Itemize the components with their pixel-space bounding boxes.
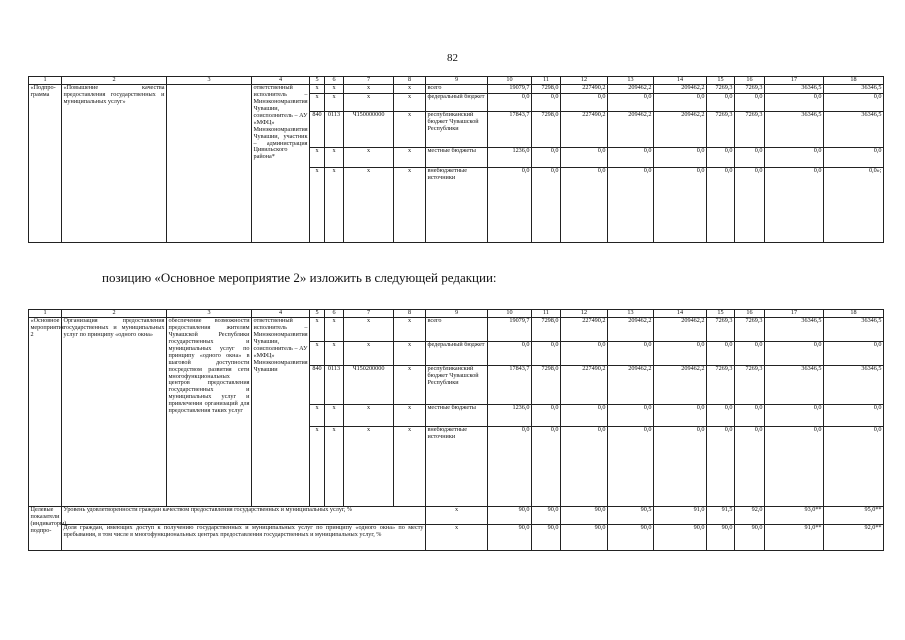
col-num: 18	[824, 77, 884, 85]
value-cell: 7269,3	[707, 366, 735, 405]
value-cell: 0,0	[707, 427, 735, 507]
source-cell: местные бюджеты	[426, 148, 488, 168]
value-cell: 0,0	[608, 342, 654, 366]
value-cell: 93,0**	[765, 507, 824, 525]
value-cell: 17843,7	[488, 112, 532, 148]
value-cell: 36346,5	[765, 318, 824, 342]
value-cell: 0,0	[824, 427, 884, 507]
code-cell: x	[394, 405, 426, 427]
responsible-cell: ответственный исполнитель – Минэкономразвития Чувашии, соисполнитель – АУ «МФЦ» Минэкономразвития Чувашии	[252, 318, 310, 507]
code-cell: x	[310, 427, 325, 507]
value-cell: 0,0	[608, 427, 654, 507]
value-cell: 209462,2	[654, 318, 707, 342]
value-cell: 90,0	[608, 525, 654, 551]
value-cell: 0,0	[765, 148, 824, 168]
value-cell: 0,0	[532, 168, 561, 243]
col-num: 14	[654, 310, 707, 318]
value-cell: 7269,3	[735, 112, 765, 148]
col-num: 1	[29, 77, 62, 85]
col-num: 11	[532, 310, 561, 318]
col-num: 8	[394, 310, 426, 318]
indicator-x-cell: x	[426, 507, 488, 525]
col-num: 11	[532, 77, 561, 85]
col-num: 3	[167, 77, 252, 85]
value-cell: 0,0	[707, 342, 735, 366]
code-cell: 0113	[325, 366, 344, 405]
name-cell: Организация предоставления государственных и муниципальных услуг по принципу «одного окна»	[62, 318, 167, 507]
value-cell: 90,0	[532, 525, 561, 551]
value-cell: 227490,2	[561, 85, 608, 94]
value-cell: 0,0	[488, 94, 532, 112]
code-cell: x	[394, 94, 426, 112]
col-num: 17	[765, 77, 824, 85]
value-cell: 91,0	[654, 507, 707, 525]
value-cell: 7269,3	[707, 85, 735, 94]
value-cell: 0,0	[488, 427, 532, 507]
task-cell	[167, 85, 252, 243]
value-cell: 227490,2	[561, 366, 608, 405]
code-cell: x	[325, 318, 344, 342]
code-cell: x	[344, 427, 394, 507]
value-cell: 0,0	[707, 405, 735, 427]
value-cell: 0,0»;	[824, 168, 884, 243]
value-cell: 0,0	[532, 342, 561, 366]
col-num: 5	[310, 77, 325, 85]
value-cell: 0,0	[654, 405, 707, 427]
value-cell: 19079,7	[488, 318, 532, 342]
code-cell: x	[394, 318, 426, 342]
col-num: 15	[707, 77, 735, 85]
col-num: 13	[608, 310, 654, 318]
value-cell: 227490,2	[561, 112, 608, 148]
col-num: 6	[325, 310, 344, 318]
value-cell: 0,0	[532, 94, 561, 112]
value-cell: 0,0	[532, 148, 561, 168]
value-cell: 0,0	[654, 148, 707, 168]
code-cell: x	[325, 148, 344, 168]
value-cell: 90,0	[735, 525, 765, 551]
value-cell: 0,0	[824, 405, 884, 427]
table-subprogram	[28, 76, 884, 243]
value-cell: 227490,2	[561, 318, 608, 342]
value-cell: 7298,0	[532, 85, 561, 94]
indicator-row	[29, 507, 884, 525]
name-cell: «Повышение качества предоставления государственных и муниципальных услуг»	[62, 85, 167, 243]
value-cell: 7269,3	[735, 366, 765, 405]
task-cell: обеспечение возможности предоставления жителям Чувашской Республики государственных и муниципальных услуг по принципу «одного окна» в шаговой доступности посредством развития сети многофункциональных центров предоставления государственных и муниципальных услуг и привлечения организаций для предоставления таких услуг	[167, 318, 252, 507]
value-cell: 19079,7	[488, 85, 532, 94]
value-cell: 92,0	[735, 507, 765, 525]
value-cell: 0,0	[561, 342, 608, 366]
value-cell: 0,0	[765, 168, 824, 243]
indicator-x-cell: x	[426, 525, 488, 551]
value-cell: 0,0	[824, 148, 884, 168]
source-cell: республиканский бюджет Чувашской Республики	[426, 366, 488, 405]
value-cell: 90,0	[532, 507, 561, 525]
value-cell: 0,0	[707, 148, 735, 168]
category-cell: «Подпро-грамма	[29, 85, 62, 243]
col-num: 17	[765, 310, 824, 318]
code-cell: x	[310, 94, 325, 112]
value-cell: 0,0	[735, 342, 765, 366]
value-cell: 0,0	[561, 168, 608, 243]
value-cell: 0,0	[824, 342, 884, 366]
indicator-text-cell: Доля граждан, имеющих доступ к получению государственных и муниципальных услуг по принципу «одного окна» по месту пребывания, в том числе в многофункциональных центрах предоставления государственных и муниципальных услуг, %	[62, 525, 426, 551]
col-num: 9	[426, 77, 488, 85]
value-cell: 90,0	[707, 525, 735, 551]
value-cell: 0,0	[532, 405, 561, 427]
code-cell: x	[344, 85, 394, 94]
value-cell: 0,0	[608, 168, 654, 243]
code-cell: x	[394, 168, 426, 243]
source-cell: местные бюджеты	[426, 405, 488, 427]
code-cell: x	[325, 168, 344, 243]
value-cell: 0,0	[608, 148, 654, 168]
page-number: 82	[447, 52, 458, 64]
value-cell: 0,0	[654, 427, 707, 507]
col-num: 12	[561, 310, 608, 318]
value-cell: 0,0	[561, 427, 608, 507]
value-cell: 209462,2	[608, 112, 654, 148]
col-num: 9	[426, 310, 488, 318]
col-num: 7	[344, 77, 394, 85]
value-cell: 7298,0	[532, 366, 561, 405]
source-cell: всего	[426, 318, 488, 342]
col-num: 13	[608, 77, 654, 85]
code-cell: 0113	[325, 112, 344, 148]
value-cell: 209462,2	[654, 366, 707, 405]
col-num: 2	[62, 77, 167, 85]
value-cell: 0,0	[654, 168, 707, 243]
value-cell: 209462,2	[608, 318, 654, 342]
value-cell: 0,0	[735, 168, 765, 243]
value-cell: 7298,0	[532, 112, 561, 148]
source-cell: республиканский бюджет Чувашской Республики	[426, 112, 488, 148]
value-cell: 0,0	[561, 148, 608, 168]
code-cell: x	[325, 427, 344, 507]
col-num: 4	[252, 77, 310, 85]
value-cell: 7269,3	[707, 112, 735, 148]
code-cell: 840	[310, 366, 325, 405]
code-cell: x	[310, 148, 325, 168]
value-cell: 0,0	[765, 405, 824, 427]
col-num: 8	[394, 77, 426, 85]
code-cell: x	[394, 427, 426, 507]
code-cell: x	[325, 85, 344, 94]
code-cell: x	[310, 85, 325, 94]
code-cell: x	[394, 366, 426, 405]
col-num: 7	[344, 310, 394, 318]
value-cell: 36346,5	[824, 112, 884, 148]
code-cell: x	[344, 148, 394, 168]
value-cell: 0,0	[735, 427, 765, 507]
code-cell: x	[325, 405, 344, 427]
value-cell: 0,0	[735, 94, 765, 112]
source-cell: внебюджетные источники	[426, 168, 488, 243]
value-cell: 0,0	[608, 94, 654, 112]
value-cell: 0,0	[654, 342, 707, 366]
code-cell: x	[310, 318, 325, 342]
col-num: 5	[310, 310, 325, 318]
code-cell: x	[310, 405, 325, 427]
source-cell: всего	[426, 85, 488, 94]
table-row	[29, 318, 884, 342]
value-cell: 91,5	[707, 507, 735, 525]
value-cell: 91,0**	[765, 525, 824, 551]
value-cell: 0,0	[735, 148, 765, 168]
value-cell: 7298,0	[532, 318, 561, 342]
col-num: 10	[488, 77, 532, 85]
value-cell: 92,0**	[824, 525, 884, 551]
value-cell: 90,5	[608, 507, 654, 525]
value-cell: 0,0	[488, 342, 532, 366]
source-cell: федеральный бюджет	[426, 342, 488, 366]
value-cell: 0,0	[707, 94, 735, 112]
value-cell: 0,0	[707, 168, 735, 243]
col-num: 14	[654, 77, 707, 85]
code-cell: x	[325, 94, 344, 112]
value-cell: 0,0	[561, 94, 608, 112]
col-num: 10	[488, 310, 532, 318]
col-num: 3	[167, 310, 252, 318]
code-cell: Ч150200000	[344, 366, 394, 405]
value-cell: 0,0	[561, 405, 608, 427]
code-cell: x	[344, 342, 394, 366]
value-cell: 0,0	[765, 427, 824, 507]
indicator-row	[29, 525, 884, 551]
col-num: 16	[735, 77, 765, 85]
source-cell: внебюджетные источники	[426, 427, 488, 507]
value-cell: 1236,0	[488, 405, 532, 427]
value-cell: 0,0	[608, 405, 654, 427]
value-cell: 209462,2	[608, 85, 654, 94]
value-cell: 0,0	[654, 94, 707, 112]
col-num: 6	[325, 77, 344, 85]
col-num: 16	[735, 310, 765, 318]
indicator-text-cell: Уровень удовлетворенности граждан качеством предоставления государственных и муниципальных услуг, %	[62, 507, 426, 525]
value-cell: 36346,5	[824, 85, 884, 94]
responsible-cell: ответственный исполнитель – Минэкономразвития Чувашии, соисполнитель – АУ «МФЦ» Минэкономразвития Чувашии, участник – администрация Цивильского района*	[252, 85, 310, 243]
code-cell: x	[344, 405, 394, 427]
value-cell: 90,0	[488, 525, 532, 551]
col-num: 2	[62, 310, 167, 318]
value-cell: 7269,3	[707, 318, 735, 342]
value-cell: 95,0**	[824, 507, 884, 525]
value-cell: 0,0	[532, 427, 561, 507]
code-cell: x	[394, 148, 426, 168]
instruction-text: позицию «Основное мероприятие 2» изложить в следующей редакции:	[102, 270, 497, 285]
code-cell: x	[344, 168, 394, 243]
code-cell: x	[394, 85, 426, 94]
code-cell: x	[310, 342, 325, 366]
source-cell: федеральный бюджет	[426, 94, 488, 112]
value-cell: 36346,5	[824, 366, 884, 405]
code-cell: Ч150000000	[344, 112, 394, 148]
value-cell: 90,0	[488, 507, 532, 525]
value-cell: 0,0	[824, 94, 884, 112]
value-cell: 209462,2	[654, 85, 707, 94]
code-cell: x	[310, 168, 325, 243]
value-cell: 90,0	[561, 525, 608, 551]
value-cell: 209462,2	[654, 112, 707, 148]
code-cell: x	[394, 342, 426, 366]
col-num: 18	[824, 310, 884, 318]
value-cell: 7269,3	[735, 85, 765, 94]
col-num: 4	[252, 310, 310, 318]
value-cell: 36346,5	[765, 85, 824, 94]
table-main-event-2	[28, 309, 884, 551]
col-num: 15	[707, 310, 735, 318]
value-cell: 0,0	[765, 94, 824, 112]
value-cell: 36346,5	[824, 318, 884, 342]
value-cell: 90,0	[561, 507, 608, 525]
indicators-label-cell: Целевые показатели (индикаторы) подпро-	[29, 507, 62, 551]
col-num: 12	[561, 77, 608, 85]
value-cell: 1236,0	[488, 148, 532, 168]
code-cell: x	[344, 94, 394, 112]
value-cell: 36346,5	[765, 366, 824, 405]
value-cell: 0,0	[735, 405, 765, 427]
value-cell: 0,0	[765, 342, 824, 366]
code-cell: x	[394, 112, 426, 148]
code-cell: x	[325, 342, 344, 366]
value-cell: 209462,2	[608, 366, 654, 405]
value-cell: 90,0	[654, 525, 707, 551]
code-cell: 840	[310, 112, 325, 148]
category-cell: «Основное мероприятие 2	[29, 318, 62, 507]
value-cell: 36346,5	[765, 112, 824, 148]
value-cell: 17843,7	[488, 366, 532, 405]
value-cell: 7269,3	[735, 318, 765, 342]
code-cell: x	[344, 318, 394, 342]
value-cell: 0,0	[488, 168, 532, 243]
col-num: 1	[29, 310, 62, 318]
